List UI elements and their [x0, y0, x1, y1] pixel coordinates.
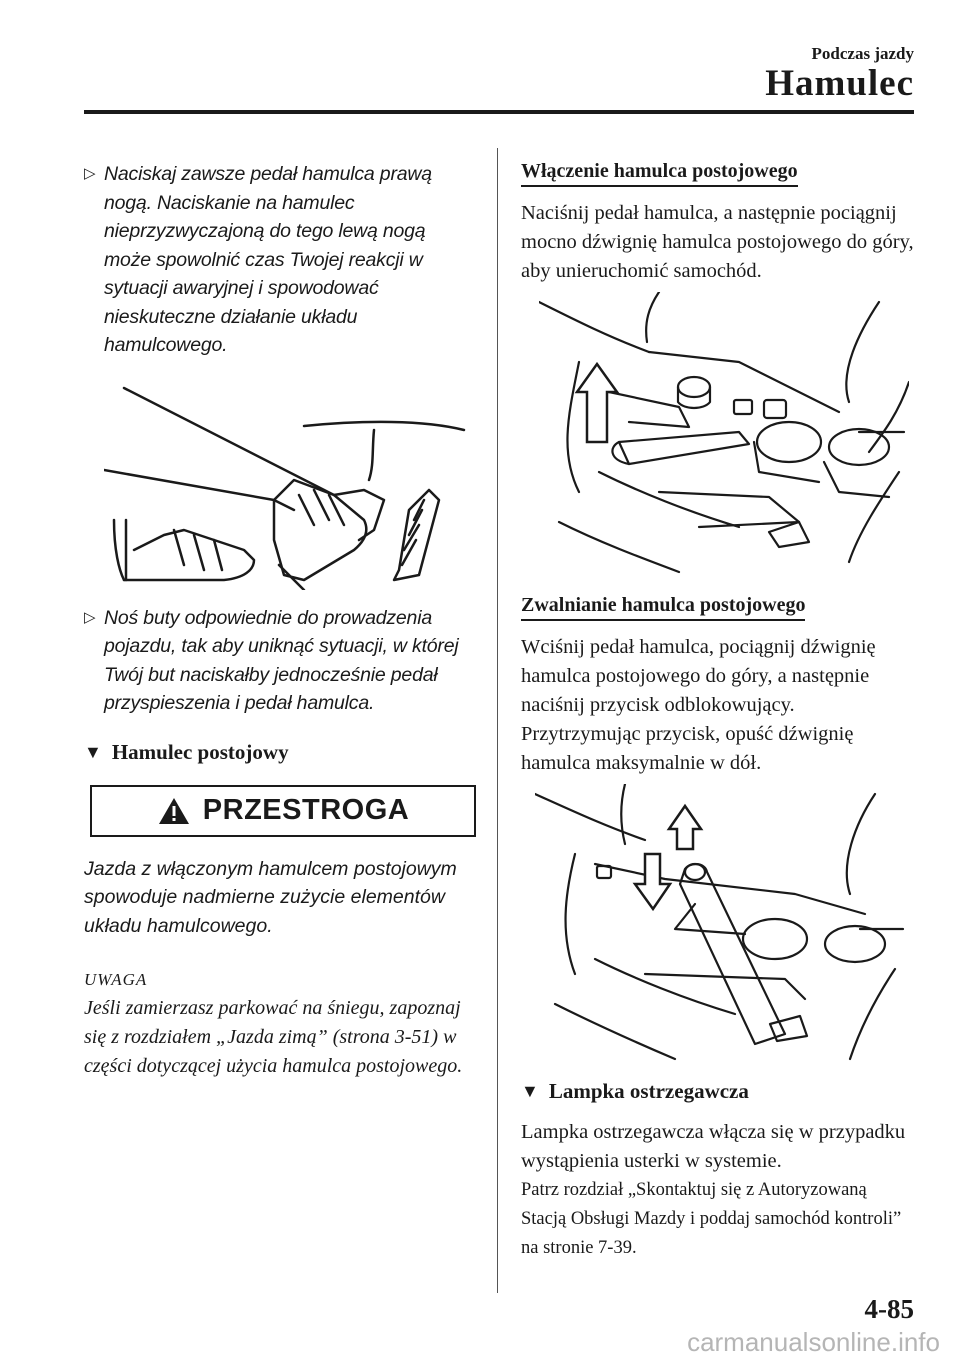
apply-brake-heading: Włączenie hamulca postojowego — [521, 160, 798, 187]
lever-release-drawing — [535, 784, 905, 1069]
section-arrow-icon: ▼ — [84, 741, 102, 762]
caution-box — [90, 785, 476, 837]
section-arrow-icon: ▼ — [521, 1081, 539, 1101]
bullet-shoes — [84, 604, 476, 718]
note-text: Jeśli zamierzasz parkować na śniegu, zapoznaj się z rozdziałem „Jazda zimą” (strona 3-51) w części dotyczącej użycia hamulca postojowego. — [84, 997, 463, 1077]
bullet-right-foot-text: Naciskaj zawsze pedał hamulca prawą nogą. Naciskanie na hamulec nieprzyzwyczajoną do tego lewą nogą może spowolnić czas Twojej reakcji w sytuacji awaryjnej i spowodować nieskuteczne działanie układu hamulcowego. — [104, 163, 432, 356]
release-brake-illustration — [535, 784, 916, 1069]
lever-pull-up-drawing — [539, 292, 909, 582]
parking-brake-heading: ▼ Hamulec postojowy — [84, 739, 289, 764]
pedal-illustration — [104, 380, 476, 590]
up-arrow-icon — [577, 364, 617, 442]
warning-lamp-heading: ▼ Lampka ostrzegawcza — [521, 1079, 749, 1103]
header-rule — [84, 110, 914, 114]
warning-triangle-icon — [157, 796, 191, 826]
apply-brake-illustration — [539, 292, 916, 582]
right-column — [521, 160, 916, 1263]
column-divider — [497, 148, 498, 1293]
release-brake-heading: Zwalnianie hamulca postojowego — [521, 594, 805, 621]
section-name: Podczas jazdy — [811, 44, 914, 63]
caution-label: PRZESTROGA — [202, 794, 410, 826]
up-arrow-icon — [669, 806, 701, 849]
left-column — [84, 160, 476, 1081]
foot-on-pedal-drawing — [104, 380, 474, 590]
bullet-right-foot — [84, 160, 476, 360]
caution-text: Jazda z włączonym hamulcem postojowym spowoduje nadmierne zużycie elementów układu hamulcowego. — [84, 857, 457, 937]
down-arrow-icon — [635, 854, 670, 909]
apply-brake-text: Naciśnij pedał hamulca, a następnie pociągnij mocno dźwignię hamulca postojowego do góry, aby unieruchomić samochód. — [521, 202, 914, 282]
warning-lamp-text: Lampka ostrzegawcza włącza się w przypadku wystąpienia usterki w systemie. — [521, 1121, 906, 1172]
bullet-triangle-icon: ▷ — [84, 165, 96, 182]
note-heading: UWAGA — [84, 970, 148, 989]
warning-lamp-reference: Patrz rozdział „Skontaktuj się z Autoryzowaną Stacją Obsługi Mazdy i poddaj samochód kontroli” na stronie 7-39. — [521, 1180, 902, 1258]
bullet-shoes-text: Noś buty odpowiednie do prowadzenia pojazdu, tak aby uniknąć sytuacji, w której Twój but naciskałby jednocześnie pedał przyspieszenia i pedał hamulca. — [104, 606, 459, 714]
release-brake-text: Wciśnij pedał hamulca, pociągnij dźwignię hamulca postojowego do góry, a następnie naciśnij przycisk odblokowujący. Przytrzymując przycisk, opuść dźwignię hamulca maksymalnie w dół. — [521, 636, 876, 774]
bullet-triangle-icon: ▷ — [84, 608, 96, 626]
watermark: carmanualsonline.info — [687, 1327, 940, 1357]
page-number: 4-85 — [864, 1294, 914, 1324]
page-title: Hamulec — [765, 63, 914, 104]
